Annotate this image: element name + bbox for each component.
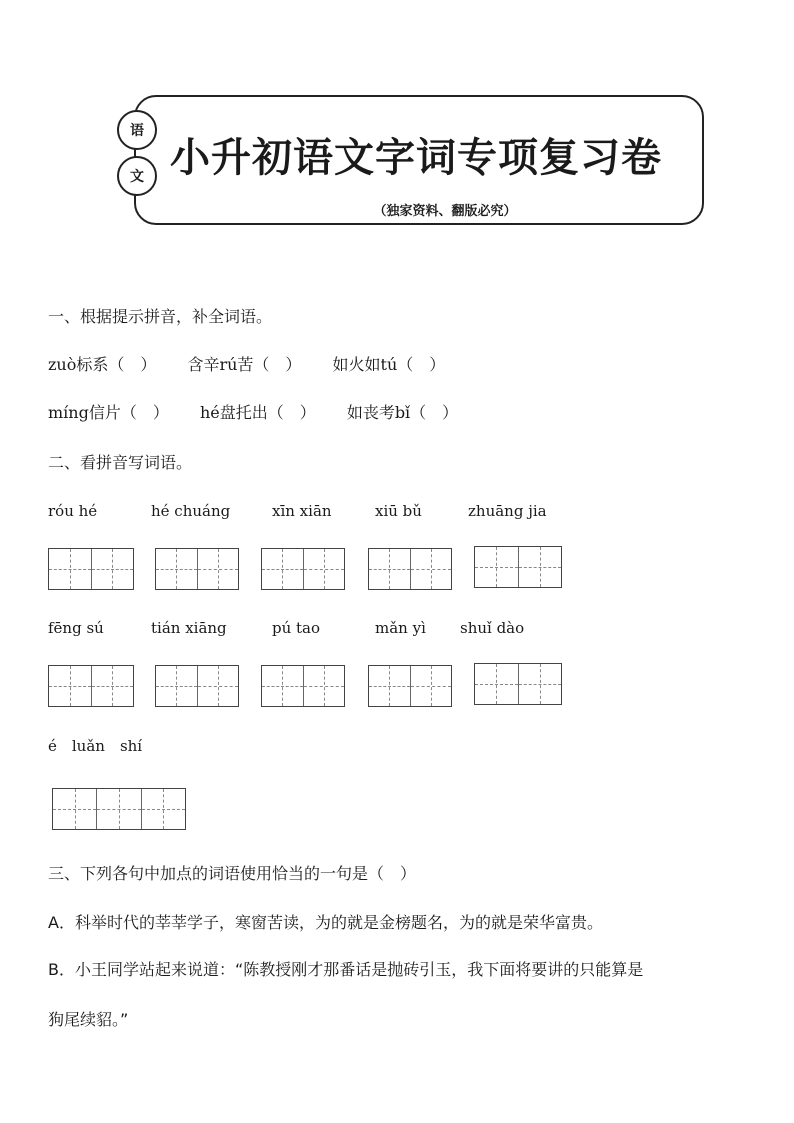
- section1-row1: [48, 355, 471, 375]
- subject-badge-top: 语: [117, 110, 157, 150]
- writing-grid[interactable]: [368, 665, 452, 707]
- writing-grid[interactable]: [474, 546, 562, 588]
- pinyin-label: pú tao: [272, 619, 321, 637]
- fill-item: hé盘托出（ ）: [199, 403, 316, 422]
- writing-grid[interactable]: [52, 788, 186, 830]
- subject-badge-bottom: 文: [117, 156, 157, 196]
- pinyin-label: shuǐ dào: [460, 619, 525, 637]
- fill-item: zuò标系（ ）: [48, 355, 157, 374]
- page-title: 小升初语文字词专项复习卷: [170, 135, 662, 181]
- fill-item: 如丧考bǐ（ ）: [346, 403, 459, 422]
- writing-grid[interactable]: [155, 548, 239, 590]
- pinyin-label: róu hé: [48, 502, 98, 520]
- section1-row2: [48, 403, 484, 423]
- pinyin-label: hé chuáng: [151, 502, 231, 520]
- section3-title: 三、下列各句中加点的词语使用恰当的一句是（ ）: [48, 864, 417, 883]
- fill-item: 含辛rú苦（ ）: [187, 355, 302, 374]
- page-subtitle: （独家资料、翻版必究）: [373, 204, 517, 219]
- section2-title: 二、看拼音写词语。: [48, 453, 193, 472]
- pinyin-label: mǎn yì: [375, 619, 426, 637]
- writing-grid[interactable]: [48, 665, 134, 707]
- pinyin-label: fēng sú: [48, 619, 104, 637]
- pinyin-label: xīn xiān: [272, 502, 332, 520]
- pinyin-label: zhuāng jia: [468, 502, 547, 520]
- fill-item: 如火如tú（ ）: [332, 355, 446, 374]
- writing-grid[interactable]: [474, 663, 562, 705]
- pinyin-label: tián xiāng: [151, 619, 227, 637]
- option-b-continued: 狗尾续貂。”: [48, 1010, 129, 1029]
- option-b: B．小王同学站起来说道：“陈教授刚才那番话是抛砖引玉，我下面将要讲的只能算是: [48, 960, 644, 979]
- pinyin-label: xiū bǔ: [375, 502, 422, 520]
- pinyin-label: é luǎn shí: [48, 737, 143, 755]
- option-a: A．科举时代的莘莘学子，寒窗苦读，为的就是金榜题名，为的就是荣华富贵。: [48, 913, 603, 932]
- section1-title: 一、根据提示拼音，补全词语。: [48, 307, 273, 326]
- writing-grid[interactable]: [155, 665, 239, 707]
- writing-grid[interactable]: [261, 665, 345, 707]
- writing-grid[interactable]: [261, 548, 345, 590]
- writing-grid[interactable]: [48, 548, 134, 590]
- fill-item: míng信片（ ）: [48, 403, 169, 422]
- writing-grid[interactable]: [368, 548, 452, 590]
